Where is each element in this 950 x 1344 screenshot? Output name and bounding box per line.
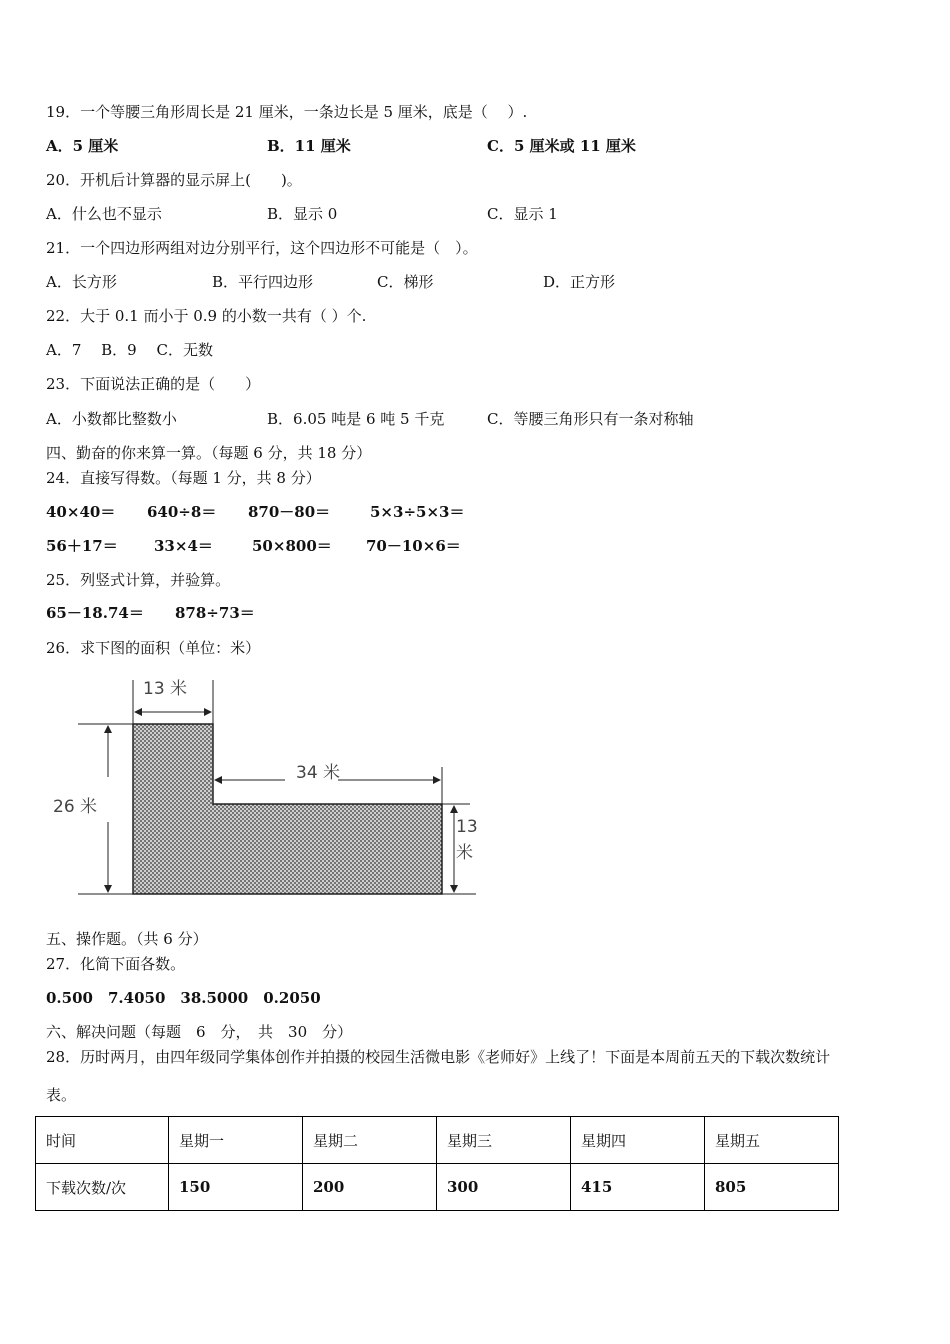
q19-option-a: A．5 厘米 [46,137,119,155]
table-cell: 150 [169,1164,303,1211]
question-23-stem: 23．下面说法正确的是（ ） [46,375,261,393]
label-top-width: 13 米 [143,679,188,699]
q23-option-b: B．6.05 吨是 6 吨 5 千克 [267,410,445,428]
q19-option-b: B．11 厘米 [267,137,351,155]
question-27-stem: 27．化简下面各数。 [46,955,186,973]
q27-numbers: 0.500 7.4050 38.5000 0.2050 [46,989,321,1007]
question-19-stem: 19．一个等腰三角形周长是 21 厘米，一条边长是 5 厘米，底是（ ）. [46,103,528,121]
q24-item: 40×40＝ [46,503,116,521]
q20-option-a: A．什么也不显示 [46,205,162,223]
table-header-cell: 时间 [36,1117,169,1164]
q24-item: 5×3÷5×3＝ [370,503,465,521]
question-25-stem: 25．列竖式计算，并验算。 [46,571,231,589]
download-stats-table [35,1116,839,1211]
q19-option-c: C．5 厘米或 11 厘米 [487,137,636,155]
question-28-stem-line1: 28．历时两月，由四年级同学集体创作并拍摄的校园生活微电影《老师好》上线了！下面是本周前五天的下载次数统计 [46,1048,831,1066]
q24-item: 870－80＝ [248,503,331,521]
label-right-length: 34 米 [296,763,341,783]
question-28-stem-line2: 表。 [46,1086,77,1104]
table-cell: 415 [571,1164,705,1211]
table-row-label: 下载次数/次 [36,1164,169,1211]
question-20-stem: 20．开机后计算器的显示屏上( )。 [46,171,302,189]
question-21-stem: 21．一个四边形两组对边分别平行，这个四边形不可能是（ ）。 [46,239,478,257]
table-cell: 805 [705,1164,839,1211]
q24-item: 70－10×6＝ [366,537,461,555]
q24-item: 33×4＝ [154,537,213,555]
q25-item: 65－18.74＝ [46,604,144,622]
q24-item: 56＋17＝ [46,537,118,555]
q20-option-b: B．显示 0 [267,205,338,223]
q24-item: 640÷8＝ [147,503,217,521]
q22-options: A．7 B．9 C．无数 [46,341,213,359]
label-right-height-num: 13 [456,817,478,837]
q20-option-c: C．显示 1 [487,205,558,223]
label-height: 26 米 [53,797,98,817]
question-26-stem: 26．求下图的面积（单位：米） [46,639,261,657]
q21-option-d: D．正方形 [543,273,616,291]
section-5-heading: 五、操作题。（共 6 分） [46,930,208,948]
label-right-height-unit: 米 [456,843,473,863]
table-cell: 300 [437,1164,571,1211]
q21-option-c: C．梯形 [377,273,434,291]
q21-option-a: A．长方形 [46,273,117,291]
q23-option-c: C．等腰三角形只有一条对称轴 [487,410,694,428]
table-cell: 200 [303,1164,437,1211]
table-header-cell: 星期三 [437,1117,571,1164]
question-24-stem: 24．直接写得数。（每题 1 分，共 8 分） [46,469,321,487]
table-header-row [36,1117,839,1164]
question-22-stem: 22．大于 0.1 而小于 0.9 的小数一共有（ ）个. [46,307,367,325]
l-shape-figure [40,672,490,906]
l-shape [133,724,442,894]
section-4-heading: 四、勤奋的你来算一算。（每题 6 分，共 18 分） [46,444,372,462]
table-header-cell: 星期五 [705,1117,839,1164]
q25-item: 878÷73＝ [175,604,255,622]
table-header-cell: 星期四 [571,1117,705,1164]
table-header-cell: 星期一 [169,1117,303,1164]
table-header-cell: 星期二 [303,1117,437,1164]
section-6-heading: 六、解决问题（每题 6 分， 共 30 分） [46,1023,353,1041]
table-row [36,1164,839,1211]
q23-option-a: A．小数都比整数小 [46,410,177,428]
q24-item: 50×800＝ [252,537,332,555]
q21-option-b: B．平行四边形 [212,273,314,291]
